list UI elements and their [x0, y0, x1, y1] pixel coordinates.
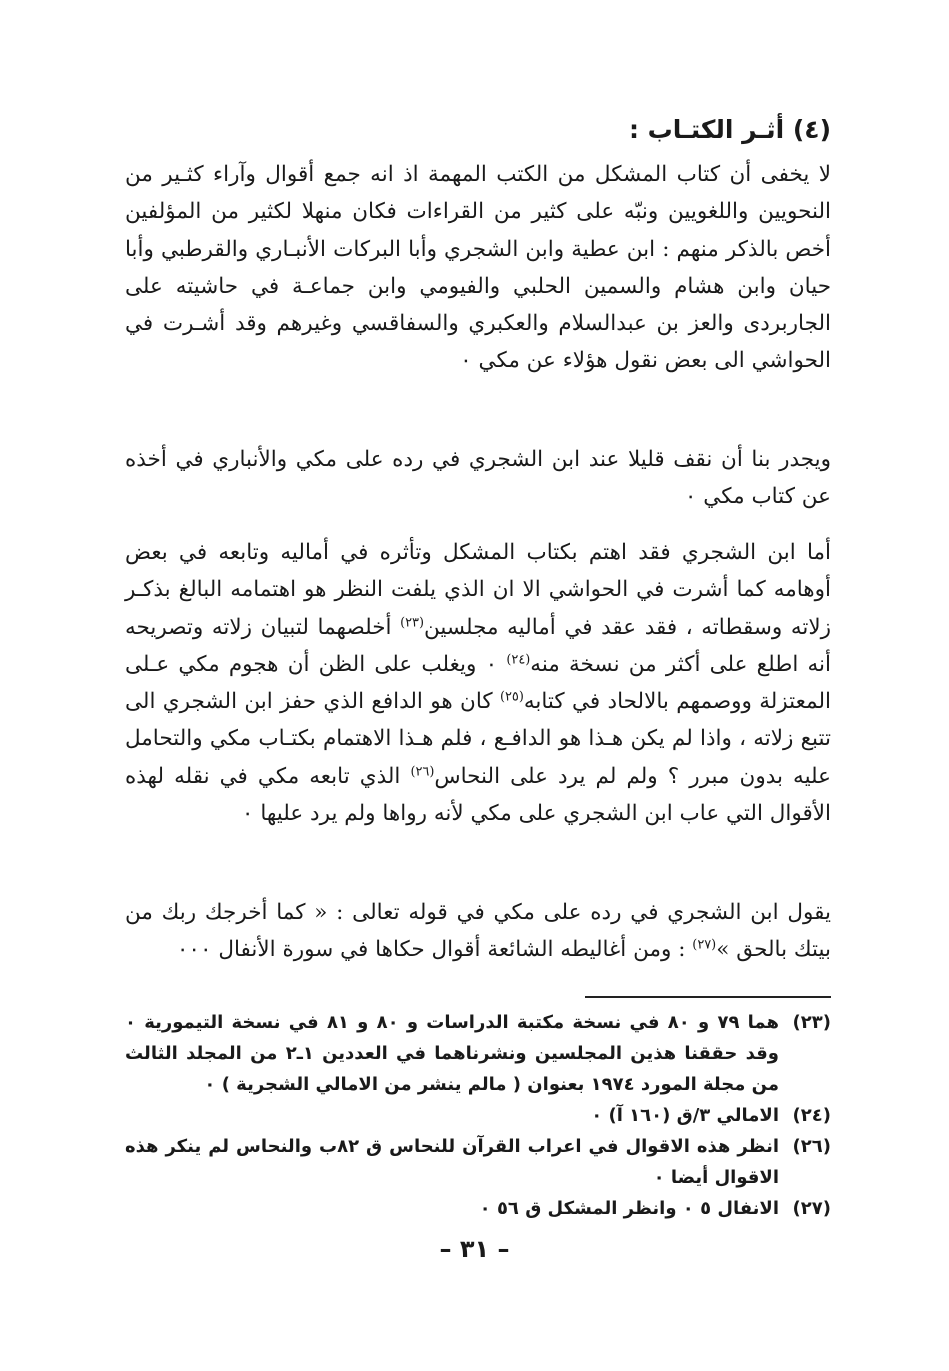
paragraph-ibn-shajari-intro: ويجدر بنا أن نقف قليلا عند ابن الشجري في رده على مكي والأنباري في أخذه عن كتاب مكي ٠: [125, 447, 831, 510]
footnote-ref-24: (٢٤): [506, 652, 531, 668]
footnote-item: [125, 1100, 831, 1131]
footnote-text: هما ٧٩ و ٨٠ في نسخة مكتبة الدراسات و ٨٠ و ٨١ في نسخة التيمورية ٠ وقد حققنا هذين المجلسين ونشرناهما في العددين ١ـ٢ من المجلد الثالث من مجلة المورد ١٩٧٤ بعنوان ( مالم ينشر من الامالي الشجرية ) ٠: [125, 1012, 779, 1095]
footnote-ref-25: (٢٥): [499, 689, 524, 705]
paragraph-text: الذي تابعه مكي في نقله لهذه الأقوال التي عاب ابن الشجري على مكي لأنه رواها ولم يرد عليها ٠: [125, 763, 831, 827]
footnote-text: انظر هذه الاقوال في اعراب القرآن للنحاس ق ٨٢ب والنحاس لم ينكر هذه الاقوال أيضا ٠: [125, 1136, 779, 1188]
footnote-ref-26: (٢٦): [410, 764, 435, 780]
paragraph-text: : ومن أغاليطه الشائعة أقوال حكاها في سورة الأنفال ٠٠٠: [176, 937, 693, 963]
footnote-text: الانفال ٥ ٠ وانظر المشكل ق ٥٦ ٠: [479, 1198, 779, 1219]
footnote-ref-27: (٢٧): [692, 937, 717, 953]
paragraph-text: يقول ابن الشجري في رده على مكي في قوله تعالى : « كما أخرجك ربك من بيتك بالحق »: [125, 900, 831, 963]
footnote-item: [125, 1131, 831, 1193]
footnote-number: (٢٦): [792, 1136, 831, 1157]
paragraph-quotation: [125, 894, 831, 969]
footnote-ref-23: (٢٣): [400, 614, 424, 630]
footnotes-list: [125, 1007, 831, 1224]
footnote-number: (٢٤): [792, 1105, 831, 1126]
footnote-item: [125, 1193, 831, 1224]
paragraph-text: أما ابن الشجري فقد اهتم بكتاب المشكل وتأثره في أماليه وتابعه في بعض أوهامه كما أشرت في الحواشي الا ان الذي يلفت النظر هو اهتمامه البالغ بذكـر زلاته وسقطاته ، فقد عقد في أماليه مجلسين: [125, 540, 832, 640]
section-heading: (٤) أثـر الكتـاب :: [628, 115, 831, 144]
footnote-item: [125, 1007, 831, 1100]
footnote-number: (٢٣): [792, 1012, 831, 1033]
page-number: – ٣١ –: [439, 1235, 510, 1263]
paragraph-text: أخلصهما لتبيان زلاته وتصريحه أنه اطلع على أكثر من نسخة منه: [125, 614, 832, 677]
paragraph-ibn-shajari-critique: [125, 534, 831, 832]
paragraph-book-influence: لا يخفى أن كتاب المشكل من الكتب المهمة اذ انه جمع أقوال وآراء كثـير من النحويين واللغويين ونبّه على كثير من القراءات فكان منهلا لكثير من المؤلفين أخص بالذكر منهم : ابن عطية وابن الشجري وأبا البركات الأنبـاري والقرطبي وأبا حيان وابن هشام والسمين الحلبي والفيومي وابن جماعـة في حاشيته على الجاربردى والعز بن عبدالسلام والعكبري والسفاقسي وغيرهم وقد أشـرت في الحواشي الى بعض نقول هؤلاء عن مكي ٠: [125, 162, 831, 374]
paragraph-text: ٠ ويغلب على الظن أن هجوم مكي عـلى المعتزلة ووصمهم بالالحاد في كتابه: [125, 651, 831, 715]
paragraph-text: كان هو الدافع الذي حفز ابن الشجري الى تتبع زلاته ، واذا لم يكن هـذا هو الدافـع ، فلم هـذا الاهتمام بكتـاب مكي والتحامل عليه بدون مبرر ؟ ولم لم يرد على النحاس: [125, 689, 831, 789]
footnote-separator: [585, 996, 831, 998]
footnote-number: (٢٧): [792, 1198, 831, 1219]
footnote-text: الامالي ٣/ق (١٦٠ آ) ٠: [591, 1105, 779, 1126]
